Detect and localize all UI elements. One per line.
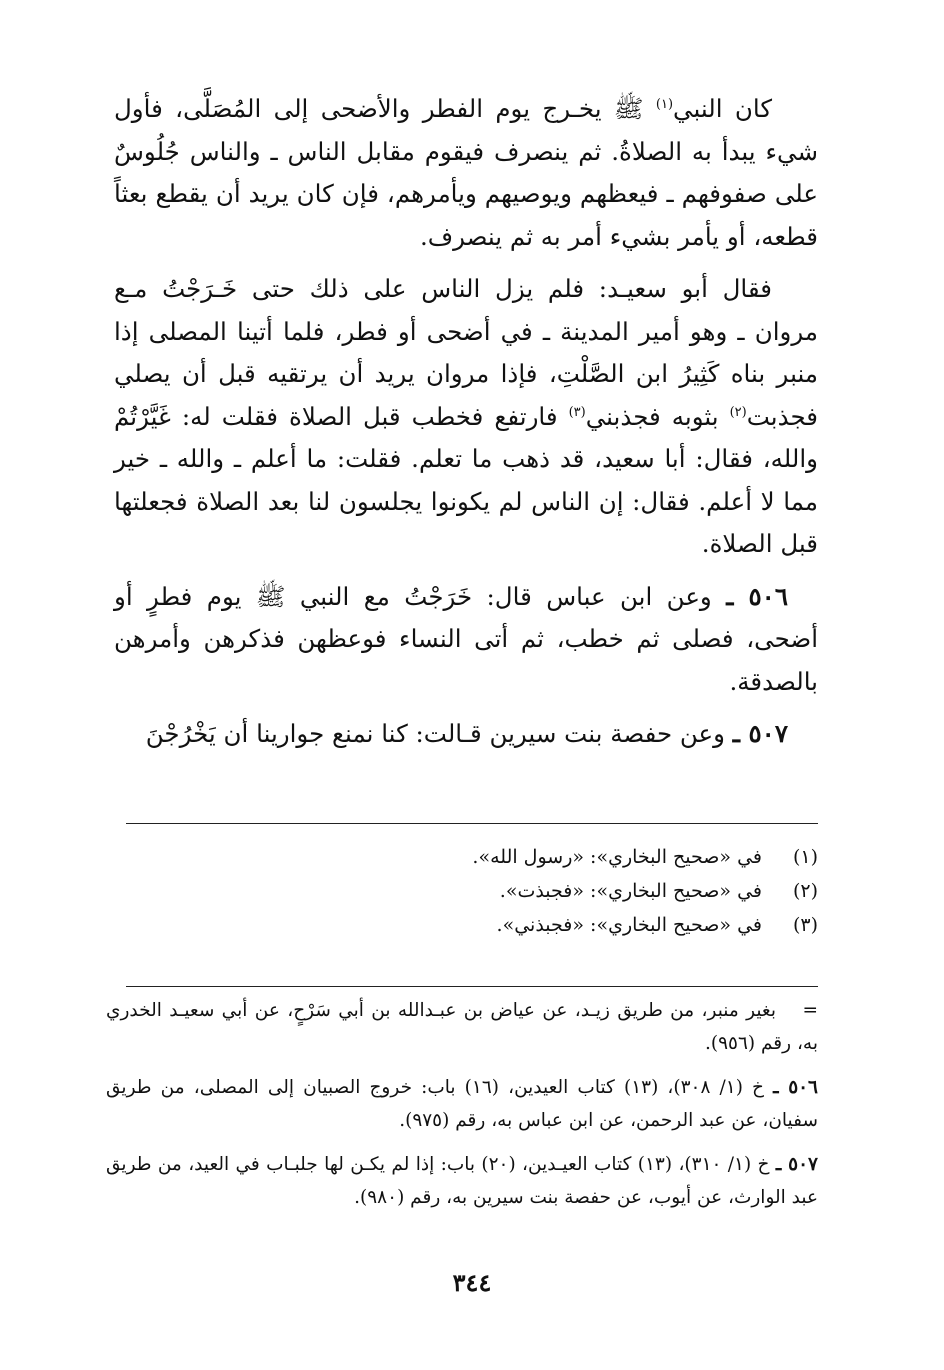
footnote-2 bbox=[114, 874, 818, 908]
footnote-3 bbox=[114, 908, 818, 942]
paragraph-text: كان النبي bbox=[673, 94, 772, 123]
source-text: خ (١/ ٣١٠)، (١٣) كتاب العيـدين، (٢٠) باب: إذا لم يكـن لها جلبـاب في العيد، من طريق عبد الوارث، عن أيوب، عن حفصة بنت سيرين به، رقم (٩٨٠). bbox=[106, 1154, 818, 1208]
continuation-mark: = bbox=[802, 1000, 818, 1021]
paragraph-abu-said bbox=[114, 268, 818, 566]
footnote-ref-3: (٣) bbox=[568, 404, 586, 420]
page-number: ٣٤٤ bbox=[452, 1268, 492, 1297]
main-text bbox=[114, 88, 818, 766]
paragraph-prophet-eid bbox=[114, 88, 818, 258]
hadith-text: وعن ابن عباس قال: خَرَجْتُ مع النبي ﷺ يوم فطرٍ أو أضحى، فصلى ثم خطب، ثم أتى النساء فوعظهن فذكرهن وأمرهن بالصدقة. bbox=[114, 581, 818, 696]
footnote-1 bbox=[114, 840, 818, 874]
source-number: ٥٠٦ ـ bbox=[773, 1077, 818, 1098]
footnotes bbox=[114, 840, 818, 942]
hadith-text: وعن حفصة بنت سيرين قـالت: كنا نمنع جوارينا أن يَخْرُجْنَ bbox=[145, 719, 733, 748]
footnote-divider bbox=[126, 823, 818, 824]
source-notes bbox=[106, 994, 818, 1225]
source-text: خ (١/ ٣٠٨)، (١٣) كتاب العيدين، (١٦) باب: خروج الصبيان إلى المصلى، من طريق سفيان، عن عبد الرحمن، عن ابن عباس به، رقم (٩٧٥). bbox=[106, 1077, 818, 1131]
paragraph-text: فارتفع فخطب قبل الصلاة فقلت له: غَيَّرْتُمْ والله، فقال: أبا سعيد، قد ذهب ما تعلم. فقلت: ما أعلم ـ والله ـ خير مما لا أعلم. فقال: إن الناس لم يكونوا يجلسون لنا بعد الصلاة فجعلتها قبل الصلاة. bbox=[114, 401, 818, 558]
hadith-506 bbox=[114, 576, 818, 704]
source-text: بغير منبر، من طريق زيـد، عن عياض بن عبـدالله بن أبي سَرْحٍ، عن أبي سعيـد الخدري به، رقم (٩٥٦). bbox=[106, 1000, 818, 1054]
footnote-text: في «صحيح البخاري»: «فجبذني». bbox=[496, 914, 762, 936]
paragraph-text: ﷺ يخـرج يوم الفطر والأضحى إلى المُصَلَّى، فأول شيء يبدأ به الصلاةُ. ثم ينصرف فيقوم مقابل الناس ـ والناس جُلُوسٌ على صفوفهم ـ فيعظهم ويوصيهم ويأمرهم، فإن كان يريد أن يقطع بعثاً قطعه، أو يأمر بشيء أمر به ثم ينصرف. bbox=[114, 94, 818, 251]
footnote-mark: (٢) bbox=[792, 880, 818, 902]
footnote-text: في «صحيح البخاري»: «فجبذت». bbox=[499, 880, 762, 902]
paragraph-text: بثوبه فجذبني bbox=[585, 401, 730, 431]
source-number: ٥٠٧ ـ bbox=[775, 1154, 818, 1175]
hadith-number: ٥٠٧ ـ bbox=[732, 719, 788, 748]
footnote-ref-2: (٢) bbox=[729, 404, 747, 420]
source-note-continued bbox=[106, 994, 818, 1060]
hadith-507 bbox=[114, 713, 818, 756]
source-note-506 bbox=[106, 1071, 818, 1137]
footnote-text: في «صحيح البخاري»: «رسول الله». bbox=[472, 846, 762, 868]
footnote-mark: (٣) bbox=[792, 914, 818, 936]
footnote-ref-1: (١) bbox=[655, 96, 674, 112]
paragraph-text: فقال أبو سعيـد: فلم يزل الناس على ذلك حتى خَـرَجْتُ مـع مروان ـ وهو أمير المدينة ـ في أضحى أو فطر، فلما أتينا المصلى إذا منبر بناه كَثِيرُ ابن الصَّلْتِ، فإذا مروان يريد أن يرتقيه قبل أن يصلي فجذبت bbox=[114, 274, 818, 431]
source-note-507 bbox=[106, 1148, 818, 1214]
footnote-mark: (١) bbox=[792, 846, 818, 868]
hadith-number: ٥٠٦ ـ bbox=[726, 581, 788, 611]
sources-divider bbox=[126, 986, 818, 987]
